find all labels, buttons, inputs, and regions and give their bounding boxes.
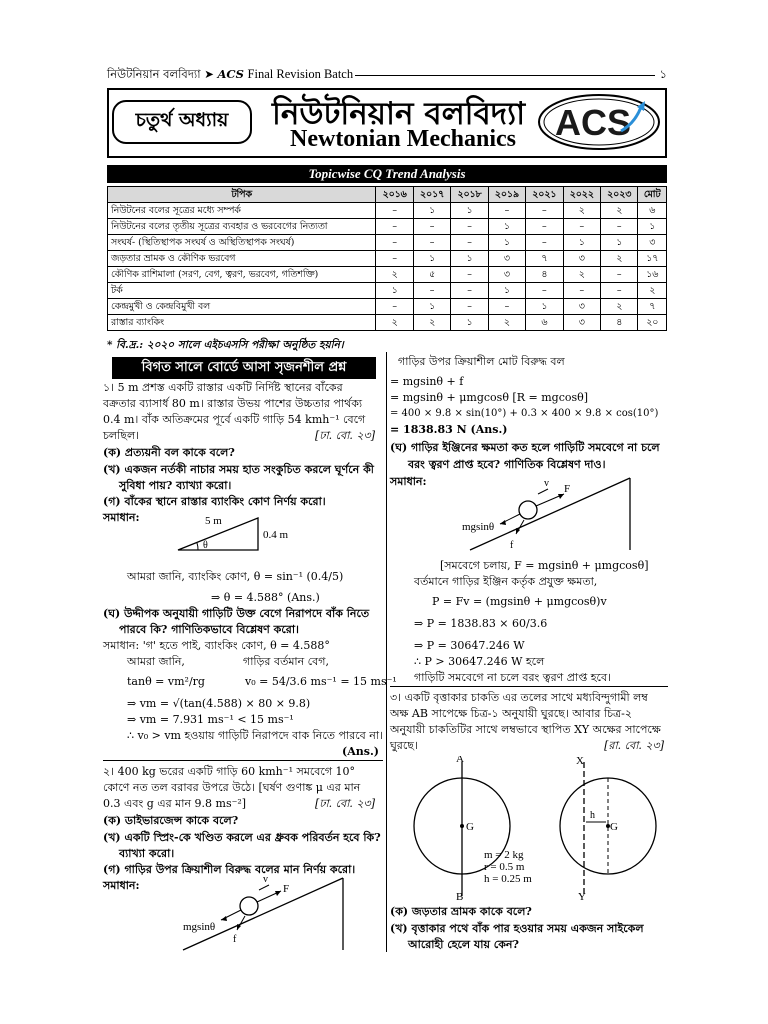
trend-count-cell: ২: [563, 267, 600, 283]
r-s-3: P = Fv = (mgsinθ + μmgcosθ)v: [432, 595, 607, 608]
left-diag-f: f: [233, 934, 237, 945]
trend-count-cell: –: [451, 267, 488, 283]
trend-col-header: টপিক: [108, 187, 376, 203]
q1-c: (গ) বাঁকের স্থানে রাস্তার ব্যাংকিং কোণ নির্ণয় করো।: [103, 495, 326, 508]
trend-count-cell: ১: [488, 283, 525, 299]
trend-count-cell: ২: [601, 203, 638, 219]
trend-count-cell: ২: [376, 315, 413, 331]
r-s-4: ⇒ P = 1838.83 × 60/3.6: [414, 617, 548, 630]
trend-count-cell: –: [488, 299, 525, 315]
trend-count-cell: ১: [413, 203, 450, 219]
q1-s-1: সমাধান: 'গ' হতে পাই, ব্যাংকিং কোণ, θ = 4.588°: [103, 639, 330, 652]
r-s-6: ∴ P > 30647.246 W হলে: [414, 655, 545, 668]
page-number: ১: [659, 67, 667, 81]
trend-count-cell: –: [376, 235, 413, 251]
q2-block: [103, 764, 383, 954]
trend-count-cell: ৩: [563, 299, 600, 315]
r-line-1: গাড়ির উপর ক্রিয়াশীল মোট বিরুদ্ধ বল: [398, 355, 565, 368]
q3-line-1: ৩। একটি বৃত্তাকার চাকতি এর তলের সাথে মধ্যবিন্দুগামী লম্ব: [390, 691, 648, 704]
r-s-5: ⇒ P = 30647.246 W: [414, 639, 525, 652]
arrow-icon: ➤: [204, 67, 214, 81]
r-s-2: বর্তমানে গাড়ির ইঞ্জিন কর্তৃক প্রযুক্ত ক্ষমতা,: [414, 575, 598, 588]
trend-count-cell: –: [526, 283, 563, 299]
q1-d-2: পারবে কি? গাণিতিকভাবে বিশ্লেষণ করো।: [119, 623, 299, 636]
trend-count-cell: ২: [488, 315, 525, 331]
q1-ans: (Ans.): [342, 745, 379, 758]
trend-count-cell: ১: [563, 235, 600, 251]
trend-row: [108, 251, 667, 267]
trend-count-cell: –: [563, 219, 600, 235]
q2-sol-label: সমাধান:: [103, 879, 140, 892]
trend-count-cell: –: [526, 219, 563, 235]
q1-sol-label: সমাধান:: [103, 511, 140, 524]
trend-row: [108, 235, 667, 251]
trend-col-header: ২০১৭: [413, 187, 450, 203]
trend-count-cell: ২: [638, 283, 667, 299]
q2-ref: [ঢা. বো. ২৩]: [314, 797, 375, 810]
chapter-title-bn: নিউটনিয়ান বলবিদ্যা: [272, 96, 526, 132]
left-diag-F: F: [283, 883, 290, 895]
trend-row: [108, 315, 667, 331]
trend-count-cell: ১: [488, 219, 525, 235]
trend-count-cell: –: [526, 203, 563, 219]
trend-count-cell: ১: [526, 299, 563, 315]
trend-count-cell: ৫: [413, 267, 450, 283]
trend-count-cell: ২: [563, 203, 600, 219]
trend-count-cell: ১: [413, 299, 450, 315]
trend-count-cell: –: [601, 219, 638, 235]
trend-count-cell: ৩: [638, 235, 667, 251]
q1-line-3: 0.4 m। বাঁক অতিক্রমের পূর্বে একটি গাড়ি 54 kmh⁻¹ বেগে: [103, 413, 366, 426]
trend-count-cell: ২: [601, 251, 638, 267]
trend-row: [108, 203, 667, 219]
trend-count-cell: ১৭: [638, 251, 667, 267]
trend-topic-cell: কৌণিক রাশিমালা (সরণ, বেগ, ত্বরণ, ভরবেগ, গতিশক্তি): [108, 267, 376, 283]
trend-count-cell: ৬: [526, 315, 563, 331]
center-G1: G: [466, 821, 474, 833]
q1-s-4: ⇒ vm = √(tan(4.588) × 80 × 9.8): [127, 697, 311, 710]
trend-col-header: ২০২৩: [601, 187, 638, 203]
r-line-2: = mgsinθ + f: [390, 375, 464, 388]
incline-diagram-left: [173, 870, 373, 954]
trend-row: [108, 283, 667, 299]
q1-eq-1: আমরা জানি, ব্যাংকিং কোণ, θ = sin⁻¹ (0.4/5): [127, 570, 344, 583]
trend-col-header: ২০১৬: [376, 187, 413, 203]
trend-count-cell: ১: [413, 251, 450, 267]
right-diag-f: f: [510, 540, 514, 551]
trend-topic-cell: রাস্তার ব্যাংকিং: [108, 315, 376, 331]
trend-count-cell: –: [413, 219, 450, 235]
trend-count-cell: ২: [376, 267, 413, 283]
trend-topic-cell: সংঘর্ষ- (স্থিতিস্থাপক সংঘর্ষ ও অস্থিতিস্থাপক সংঘর্ষ): [108, 235, 376, 251]
trend-count-cell: ৩: [488, 267, 525, 283]
trend-count-cell: –: [451, 283, 488, 299]
r-s-7: গাড়িটি সমবেগে না চলে বরং ত্বরণ প্রাপ্ত হবে।: [414, 671, 612, 684]
right-column-top: [390, 354, 668, 684]
trend-count-cell: –: [376, 219, 413, 235]
trend-count-cell: ৪: [601, 315, 638, 331]
q2-line-2: কোণে নত তল বরাবর উপরে উঠে। [ঘর্ষণ গুণাঙ্ক μ এর মান: [103, 781, 361, 794]
trend-col-header: মোট: [638, 187, 667, 203]
q1-line-4: চলছিল।: [103, 429, 140, 442]
right-diag-v: v: [544, 478, 549, 489]
right-diag-F: F: [564, 483, 571, 495]
q3-line-3: অনুযায়ী চাকতিটির সাথে লম্বভাবে স্থাপিত XY অক্ষের সাপেক্ষে: [390, 723, 661, 736]
trend-count-cell: ৩: [563, 315, 600, 331]
q2-line-3: 0.3 এবং g এর মান 9.8 ms⁻²]: [103, 797, 247, 810]
trend-col-header: ২০২১: [526, 187, 563, 203]
q1-ref: [ঢা. বো. ২৩]: [314, 429, 375, 442]
q2-a: (ক) ডাইভারজেন্স কাকে বলে?: [103, 814, 239, 827]
trend-count-cell: ২: [601, 299, 638, 315]
r-line-3: = mgsinθ + μmgcosθ [R = mgcosθ]: [390, 391, 589, 404]
logo-text: ACS: [554, 102, 632, 143]
trend-count-cell: –: [451, 219, 488, 235]
q1-s-5: ⇒ vm = 7.931 ms⁻¹ < 15 ms⁻¹: [127, 713, 294, 726]
axis-B: B: [456, 891, 464, 900]
trend-count-cell: –: [526, 235, 563, 251]
q3-b-1: (খ) বৃত্তাকার পথে বাঁক পার হওয়ার সময় একজন সাইকেল: [390, 922, 644, 935]
trend-count-cell: ৬: [638, 203, 667, 219]
column-divider: [386, 352, 387, 952]
r-line-4: = 400 × 9.8 × sin(10°) + 0.3 × 400 × 9.8 × cos(10°): [390, 408, 659, 419]
trend-col-header: ২০২২: [563, 187, 600, 203]
axis-A: A: [456, 756, 464, 765]
q3-a: (ক) জড়তার ভ্রামক কাকে বলে?: [390, 905, 532, 918]
q2-line-1: ২। 400 kg ভরের একটি গাড়ি 60 kmh⁻¹ সমবেগে 10°: [103, 765, 356, 778]
bank-triangle-diagram: [173, 510, 343, 558]
trend-count-cell: –: [413, 283, 450, 299]
r-sol-label: সমাধান:: [390, 475, 427, 488]
trend-row: [108, 267, 667, 283]
acs-mark: ACS: [217, 67, 244, 81]
trend-count-cell: ৪: [526, 267, 563, 283]
mass-value: m = 2 kg: [484, 849, 524, 861]
q1-eq-2: ⇒ θ = 4.588° (Ans.): [211, 591, 320, 604]
h-value: h = 0.25 m: [484, 873, 532, 885]
header-rule: [355, 75, 655, 76]
trend-count-cell: ১: [451, 203, 488, 219]
trend-count-cell: ৭: [638, 299, 667, 315]
trend-count-cell: ৭: [526, 251, 563, 267]
trend-count-cell: ১৬: [638, 267, 667, 283]
q1-line-2: বক্রতার ব্যাসার্ধ 80 m। রাস্তার উভয় পাশের উচ্চতার পার্থক্য: [103, 397, 363, 410]
acs-logo: [537, 93, 661, 151]
r-line-5: = 1838.83 N (Ans.): [390, 423, 508, 436]
exam-note: * বি.দ্র.: ২০২০ সালে এইচএসসি পরীক্ষা অনুষ্ঠিত হয়নি।: [107, 339, 344, 351]
diagram-5m: 5 m: [205, 515, 222, 527]
trend-header-row: [108, 187, 667, 203]
trend-topic-cell: নিউটনের বলের তৃতীয় সূত্রের ব্যবহার ও ভরবেগের নিত্যতা: [108, 219, 376, 235]
trend-count-cell: ১: [376, 283, 413, 299]
trend-count-cell: ১: [601, 235, 638, 251]
diagram-theta: θ: [203, 540, 208, 551]
radius-value: r = 0.5 m: [484, 861, 525, 873]
trend-count-cell: ১: [451, 315, 488, 331]
trend-count-cell: –: [376, 299, 413, 315]
trend-topic-cell: কেন্দ্রমুখী ও কেন্দ্রবিমুখী বল: [108, 299, 376, 315]
trend-heading: Topicwise CQ Trend Analysis: [107, 165, 667, 183]
right-diag-mg: mgsinθ: [462, 521, 495, 533]
q1-d-1: (ঘ) উদ্দীপক অনুযায়ী গাড়িটি উক্ত বেগে নিরাপদে বাঁক নিতে: [103, 607, 370, 620]
batch-label: Final Revision Batch: [247, 67, 354, 81]
trend-topic-cell: নিউটনের বলের সূত্রের মধ্যে সম্পর্ক: [108, 203, 376, 219]
diagram-04m: 0.4 m: [263, 529, 289, 541]
left-diag-v: v: [263, 874, 268, 885]
trend-col-header: ২০১৮: [451, 187, 488, 203]
trend-count-cell: –: [601, 267, 638, 283]
q2-c: (গ) গাড়ির উপর ক্রিয়াশীল বিরুদ্ধ বলের মান নির্ণয় করো।: [103, 863, 356, 876]
offset-h: h: [590, 810, 595, 821]
trend-count-cell: ১: [638, 219, 667, 235]
trend-table: [107, 186, 667, 331]
section-title: বিগত সালে বোর্ডে আসা সৃজনশীল প্রশ্ন: [112, 357, 376, 379]
r-d-2: বরং ত্বরণ প্রাপ্ত হবে? গাণিতিক বিশ্লেষণ দাও।: [408, 458, 606, 471]
trend-count-cell: ৩: [563, 251, 600, 267]
q3-b-2: আরোহী হেলে যায় কেন?: [408, 938, 519, 951]
trend-count-cell: –: [451, 299, 488, 315]
q1-a: (ক) প্রত্যয়নী বল কাকে বলে?: [103, 446, 235, 459]
q1-s-2b: গাড়ির বর্তমান বেগ,: [243, 655, 329, 668]
q1-s-2a: আমরা জানি,: [127, 655, 185, 668]
axis-Y: Y: [578, 891, 586, 900]
trend-row: [108, 219, 667, 235]
q2-b-1: (খ) একটি স্প্রিং-কে খণ্ডিত করলে এর ধ্রুবক পরিবর্তন হবে কি?: [103, 831, 381, 844]
trend-count-cell: –: [451, 235, 488, 251]
q1-b-2: সুবিধা পায়? ব্যাখ্যা করো।: [119, 479, 232, 492]
brand-bn: নিউটনিয়ান বলবিদ্যা: [107, 67, 201, 81]
q1-s-6: ∴ v₀ > vm হওয়ায় গাড়িটি নিরাপদে বাক নিতে পারবে না।: [127, 729, 383, 742]
q3-line-2: অক্ষ AB সাপেক্ষে চিত্র-১ অনুযায়ী ঘুরছে। আবার চিত্র-২: [390, 707, 632, 720]
q3-line-4: ঘুরছে।: [390, 739, 418, 752]
running-header: [107, 66, 667, 84]
trend-topic-cell: টর্ক: [108, 283, 376, 299]
trend-topic-cell: জড়তার ভ্রামক ও কৌণিক ভরবেগ: [108, 251, 376, 267]
trend-col-header: ২০১৯: [488, 187, 525, 203]
trend-count-cell: ১: [451, 251, 488, 267]
r-s-1: [সমবেগে চলায়, F = mgsinθ + μmgcosθ]: [440, 559, 649, 572]
q1-s-3a: tanθ = vm²/rg: [127, 675, 205, 688]
axis-X: X: [576, 756, 584, 767]
q2-end-rule: [390, 686, 668, 687]
trend-count-cell: ২০: [638, 315, 667, 331]
trend-count-cell: –: [488, 203, 525, 219]
trend-count-cell: ২: [413, 315, 450, 331]
q3-block: [390, 690, 668, 960]
incline-diagram-right: [460, 470, 660, 554]
q2-b-2: ব্যাখ্যা করো।: [119, 847, 175, 860]
chapter-title-en: Newtonian Mechanics: [290, 126, 516, 152]
q1-s-3b: v₀ = 54/3.6 ms⁻¹ = 15 ms⁻¹: [245, 675, 397, 688]
trend-count-cell: –: [601, 283, 638, 299]
r-d-1: (ঘ) গাড়ির ইঞ্জিনের ক্ষমতা কত হলে গাড়িটি সমবেগে না চলে: [390, 441, 660, 454]
q1-b-1: (খ) একজন নর্তকী নাচার সময় হাত সংকুচিত করলে ঘূর্ণনে কী: [103, 463, 374, 476]
trend-count-cell: –: [563, 283, 600, 299]
q3-ref: [রা. বো. ২৩]: [604, 739, 664, 752]
left-diag-mg: mgsinθ: [183, 921, 216, 933]
center-G2: G: [610, 821, 618, 833]
trend-count-cell: –: [413, 235, 450, 251]
trend-row: [108, 299, 667, 315]
trend-count-cell: ৩: [488, 251, 525, 267]
disc-axis-diagram: [410, 756, 660, 900]
trend-count-cell: ১: [488, 235, 525, 251]
trend-count-cell: –: [376, 251, 413, 267]
chapter-label: চতুর্থ অধ্যায়: [112, 100, 252, 144]
q1-line-1: ১। 5 m প্রশস্ত একটি রাস্তার একটি নির্দিষ্ট স্থানের বাঁকের: [103, 381, 343, 394]
q1-end-rule: [103, 760, 383, 761]
trend-count-cell: –: [376, 203, 413, 219]
